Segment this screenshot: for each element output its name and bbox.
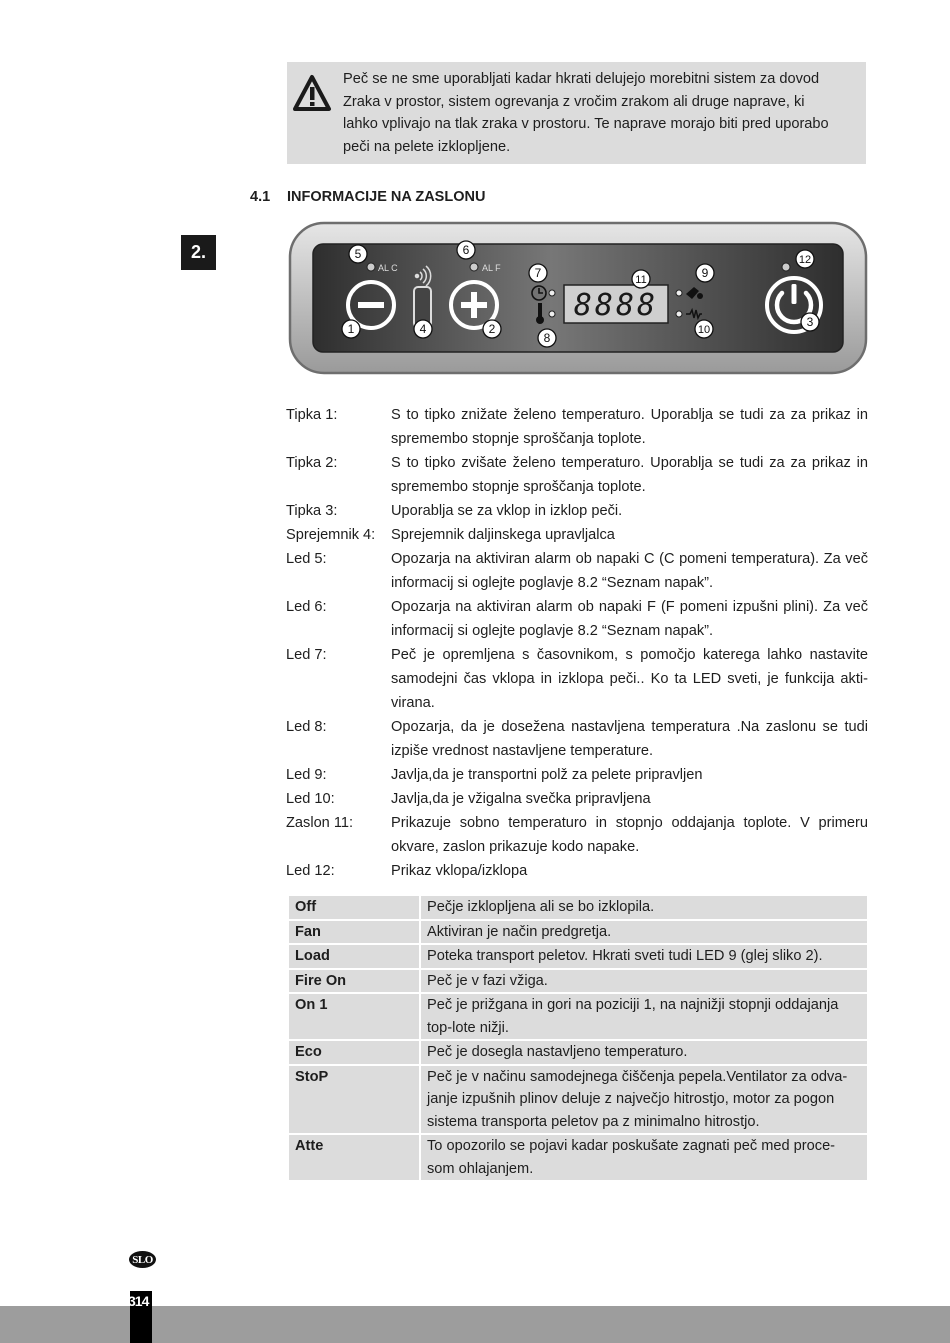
svg-text:9: 9	[701, 266, 709, 280]
description-row	[286, 547, 868, 595]
description-text: S to tipko zvišate želeno temperaturo. Uporablja se tudi za za prikaz in spremembo stopnje sproščanja toplote.	[391, 455, 868, 495]
callout-8	[538, 329, 556, 347]
callout-1	[342, 320, 360, 338]
description-label: Tipka 2:	[286, 455, 338, 471]
description-row	[286, 451, 868, 499]
description-text: Prikazuje sobno temperaturo in stopnjo oddajanja toplote. V primeru okvare, zaslon prikazuje kodo napake.	[391, 815, 868, 855]
led-12	[782, 263, 790, 271]
section-title: INFORMACIJE NA ZASLONU	[287, 189, 486, 205]
description-row	[286, 859, 868, 883]
warning-text	[343, 68, 853, 158]
led-9	[676, 290, 682, 296]
table-row	[288, 1134, 868, 1181]
description-text: Opozarja na aktiviran alarm ob napaki F (F pomeni izpušni plini). Za več informacij si oglejte poglavje 8.2 “Seznam napak”.	[391, 599, 868, 639]
svg-text:2: 2	[488, 322, 496, 336]
led-8	[549, 311, 555, 317]
callout-3	[801, 313, 819, 331]
description-row	[286, 715, 868, 763]
description-list	[286, 403, 868, 883]
warning-line: lahko vplivajo na tlak zraka v prostoru. Te naprave morajo biti pred uporabo	[343, 116, 829, 132]
status-value: Aktiviran je način predgretja.	[420, 920, 868, 945]
description-text: Javlja,da je transportni polž za pelete pripravljen	[391, 767, 703, 783]
callout-9	[696, 264, 714, 282]
status-key: StoP	[288, 1065, 420, 1135]
status-value: Pečje izklopljena ali se bo izklopila.	[420, 895, 868, 920]
svg-text:10: 10	[697, 324, 711, 336]
led-5	[367, 263, 375, 271]
callout-10	[695, 320, 713, 338]
chapter-tab: 2.	[181, 235, 216, 270]
description-label: Tipka 1:	[286, 407, 338, 423]
callout-6	[457, 241, 475, 259]
status-value: Poteka transport peletov. Hkrati sveti tudi LED 9 (glej sliko 2).	[420, 944, 868, 969]
status-value: Peč je prižgana in gori na poziciji 1, na najnižji stopnji oddajanja top-lote nižji.	[420, 993, 868, 1040]
description-label: Led 10:	[286, 791, 335, 807]
svg-text:4: 4	[419, 322, 427, 336]
table-row	[288, 920, 868, 945]
warning-line: Peč se ne sme uporabljati kadar hkrati delujejo morebitni sistem za dovod	[343, 71, 820, 87]
description-row	[286, 787, 868, 811]
alarm-c-label: AL C	[378, 263, 398, 273]
status-table	[287, 894, 869, 1182]
description-text: S to tipko znižate želeno temperaturo. Uporablja se tudi za za prikaz in spremembo stopnje sproščanja toplote.	[391, 407, 868, 447]
status-key: Eco	[288, 1040, 420, 1065]
status-key: Fire On	[288, 969, 420, 994]
language-badge: SLO	[129, 1251, 156, 1268]
description-text: Peč je opremljena s časovnikom, s pomočjo katerega lahko nastavite samodejni čas vklopa in izklopa peči.. Ko ta LED sveti, je funkcija akti-virana.	[391, 647, 868, 711]
description-label: Led 7:	[286, 647, 327, 663]
description-text: Opozarja, da je dosežena nastavljena temperatura .Na zaslonu se tudi izpiše vrednost nastavljene temperature.	[391, 719, 868, 759]
table-row	[288, 1065, 868, 1135]
callout-7	[529, 264, 547, 282]
description-label: Led 12:	[286, 863, 335, 879]
description-text: Sprejemnik daljinskega upravljalca	[391, 527, 615, 543]
description-row	[286, 763, 868, 787]
svg-text:3: 3	[806, 315, 814, 329]
callout-2	[483, 320, 501, 338]
section-number: 4.1	[250, 189, 271, 205]
description-label: Led 6:	[286, 599, 327, 615]
description-row	[286, 499, 868, 523]
svg-text:1: 1	[347, 322, 355, 336]
description-row	[286, 595, 868, 643]
led-6	[470, 263, 478, 271]
status-key: Load	[288, 944, 420, 969]
status-value: Peč je v načinu samodejnega čiščenja pepela.Ventilator za odva-janje izpušnih plinov deluje z največjo hitrostjo, motor za pogon sistema transporta peletov pa z minimalno hitrostjo.	[420, 1065, 868, 1135]
description-label: Sprejemnik 4:	[286, 527, 376, 543]
description-text: Javlja,da je vžigalna svečka pripravljena	[391, 791, 651, 807]
status-key: Atte	[288, 1134, 420, 1181]
svg-text:7: 7	[534, 266, 542, 280]
warning-box	[287, 62, 866, 164]
table-row	[288, 1040, 868, 1065]
table-row	[288, 969, 868, 994]
section-heading	[250, 189, 485, 205]
svg-text:6: 6	[462, 243, 470, 257]
table-row	[288, 944, 868, 969]
description-label: Led 9:	[286, 767, 327, 783]
table-row	[288, 895, 868, 920]
status-value: To opozorilo se pojavi kadar poskušate zagnati peč med proce-som ohlajanjem.	[420, 1134, 868, 1181]
description-row	[286, 403, 868, 451]
description-label: Tipka 3:	[286, 503, 338, 519]
alarm-f-label: AL F	[482, 263, 501, 273]
svg-text:12: 12	[798, 254, 812, 266]
control-panel-diagram	[288, 221, 870, 379]
led-7	[549, 290, 555, 296]
description-row	[286, 811, 868, 859]
description-label: Led 8:	[286, 719, 327, 735]
table-row	[288, 993, 868, 1040]
svg-text:8: 8	[543, 331, 551, 345]
svg-text:11: 11	[635, 274, 647, 286]
led-10	[676, 311, 682, 317]
description-text: Opozarja na aktiviran alarm ob napaki C (C pomeni temperatura). Za več informacij si oglejte poglavje 8.2 “Seznam napak”.	[391, 551, 868, 591]
description-label: Zaslon 11:	[286, 815, 354, 831]
warning-line: Zraka v prostor, sistem ogrevanja z vročim zrakom ali druge naprave, ki	[343, 93, 805, 110]
callout-4	[414, 320, 432, 338]
status-key: On 1	[288, 993, 420, 1040]
warning-line: peči na pelete izklopljene.	[343, 138, 511, 155]
description-row	[286, 643, 868, 715]
svg-text:5: 5	[354, 247, 362, 261]
page-number: 314	[128, 1293, 149, 1309]
status-value: Peč je v fazi vžiga.	[420, 969, 868, 994]
description-label: Led 5:	[286, 551, 327, 567]
callout-11	[632, 270, 650, 288]
display-digits: 8888	[573, 288, 659, 323]
status-value: Peč je dosegla nastavljeno temperaturo.	[420, 1040, 868, 1065]
description-row	[286, 523, 868, 547]
warning-triangle-icon	[292, 74, 332, 112]
callout-5	[349, 245, 367, 263]
status-key: Off	[288, 895, 420, 920]
status-key: Fan	[288, 920, 420, 945]
description-text: Uporablja se za vklop in izklop peči.	[391, 503, 623, 519]
callout-12	[796, 250, 814, 268]
description-text: Prikaz vklopa/izklopa	[391, 863, 528, 879]
